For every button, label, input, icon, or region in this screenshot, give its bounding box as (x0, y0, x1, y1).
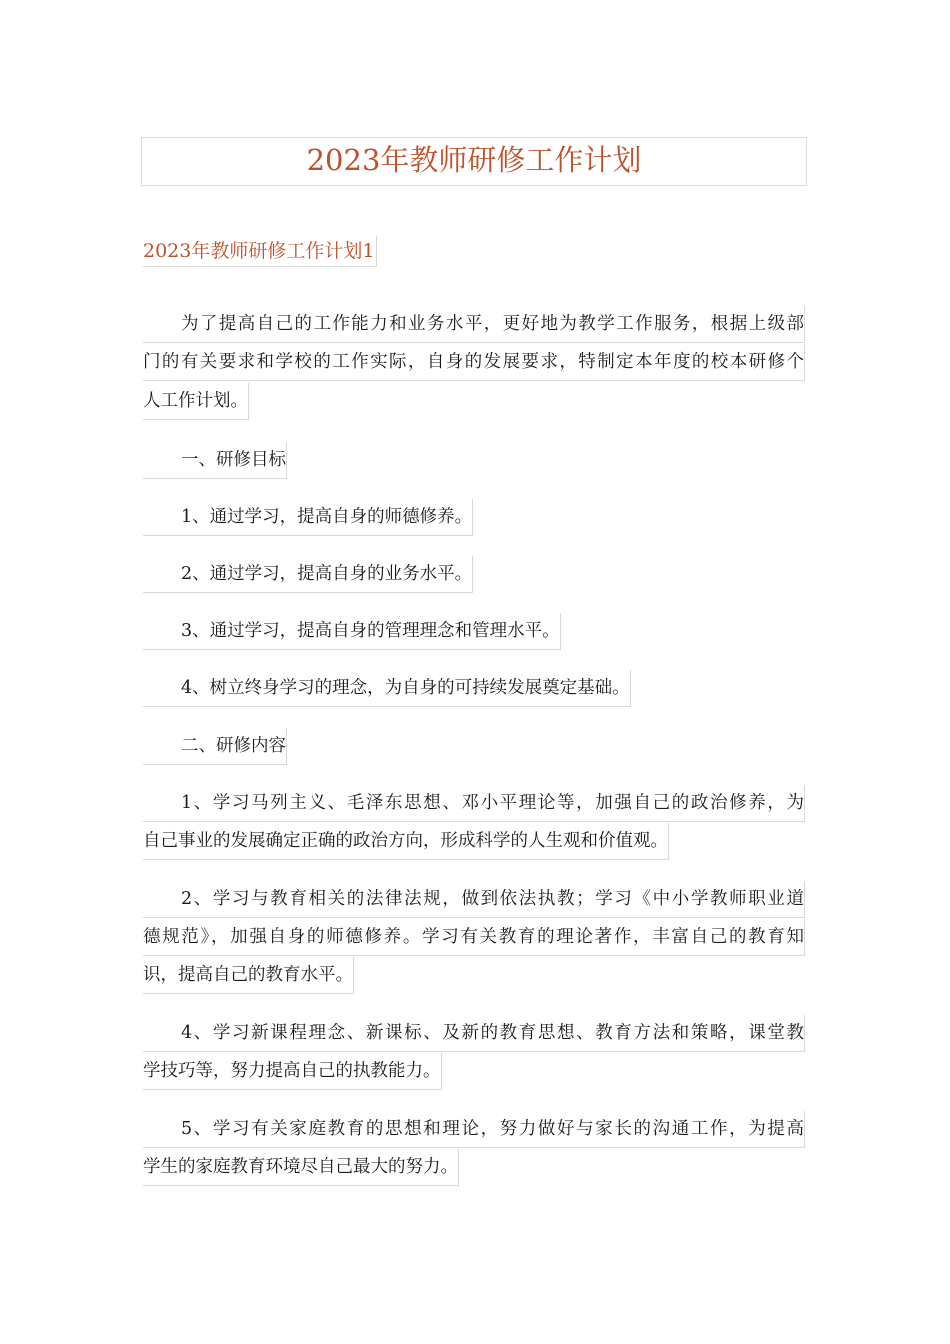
section-title: 2023年教师研修工作计划1 (143, 236, 377, 267)
content-item4-line-2: 学技巧等，努力提高自己的执教能力。 (143, 1053, 442, 1090)
content-item5-line-2: 学生的家庭教育环境尽自己最大的努力。 (143, 1149, 459, 1186)
section2-heading: 二、研修内容 (143, 728, 287, 765)
content-item1-line-1: 1、学习马列主义、毛泽东思想、邓小平理论等，加强自己的政治修养，为 (143, 785, 805, 822)
content-item2-line-3: 识，提高自己的教育水平。 (143, 957, 354, 994)
section1-heading: 一、研修目标 (143, 442, 287, 479)
goal-item-4: 4、树立终身学习的理念，为自身的可持续发展奠定基础。 (143, 670, 631, 707)
goal-item-3: 3、通过学习，提高自身的管理理念和管理水平。 (143, 613, 561, 650)
intro-line-1: 为了提高自己的工作能力和业务水平，更好地为教学工作服务，根据上级部 (143, 306, 805, 343)
content-item5-line-1: 5、学习有关家庭教育的思想和理论，努力做好与家长的沟通工作，为提高 (143, 1111, 805, 1148)
content-item4-line-1: 4、学习新课程理念、新课标、及新的教育思想、教育方法和策略，课堂教 (143, 1015, 805, 1052)
intro-line-2: 门的有关要求和学校的工作实际，自身的发展要求，特制定本年度的校本研修个 (143, 344, 805, 381)
intro-line-3: 人工作计划。 (143, 383, 249, 420)
content-item1-line-2: 自己事业的发展确定正确的政治方向，形成科学的人生观和价值观。 (143, 823, 669, 860)
goal-item-1: 1、通过学习，提高自身的师德修养。 (143, 499, 473, 536)
goal-item-2: 2、通过学习，提高自身的业务水平。 (143, 556, 473, 593)
document-title-box (141, 137, 807, 186)
content-item2-line-1: 2、学习与教育相关的法律法规，做到依法执教；学习《中小学教师职业道 (143, 881, 805, 918)
content-item2-line-2: 德规范》，加强自身的师德修养。学习有关教育的理论著作，丰富自己的教育知 (143, 919, 805, 956)
document-title: 2023年教师研修工作计划 (306, 143, 642, 177)
